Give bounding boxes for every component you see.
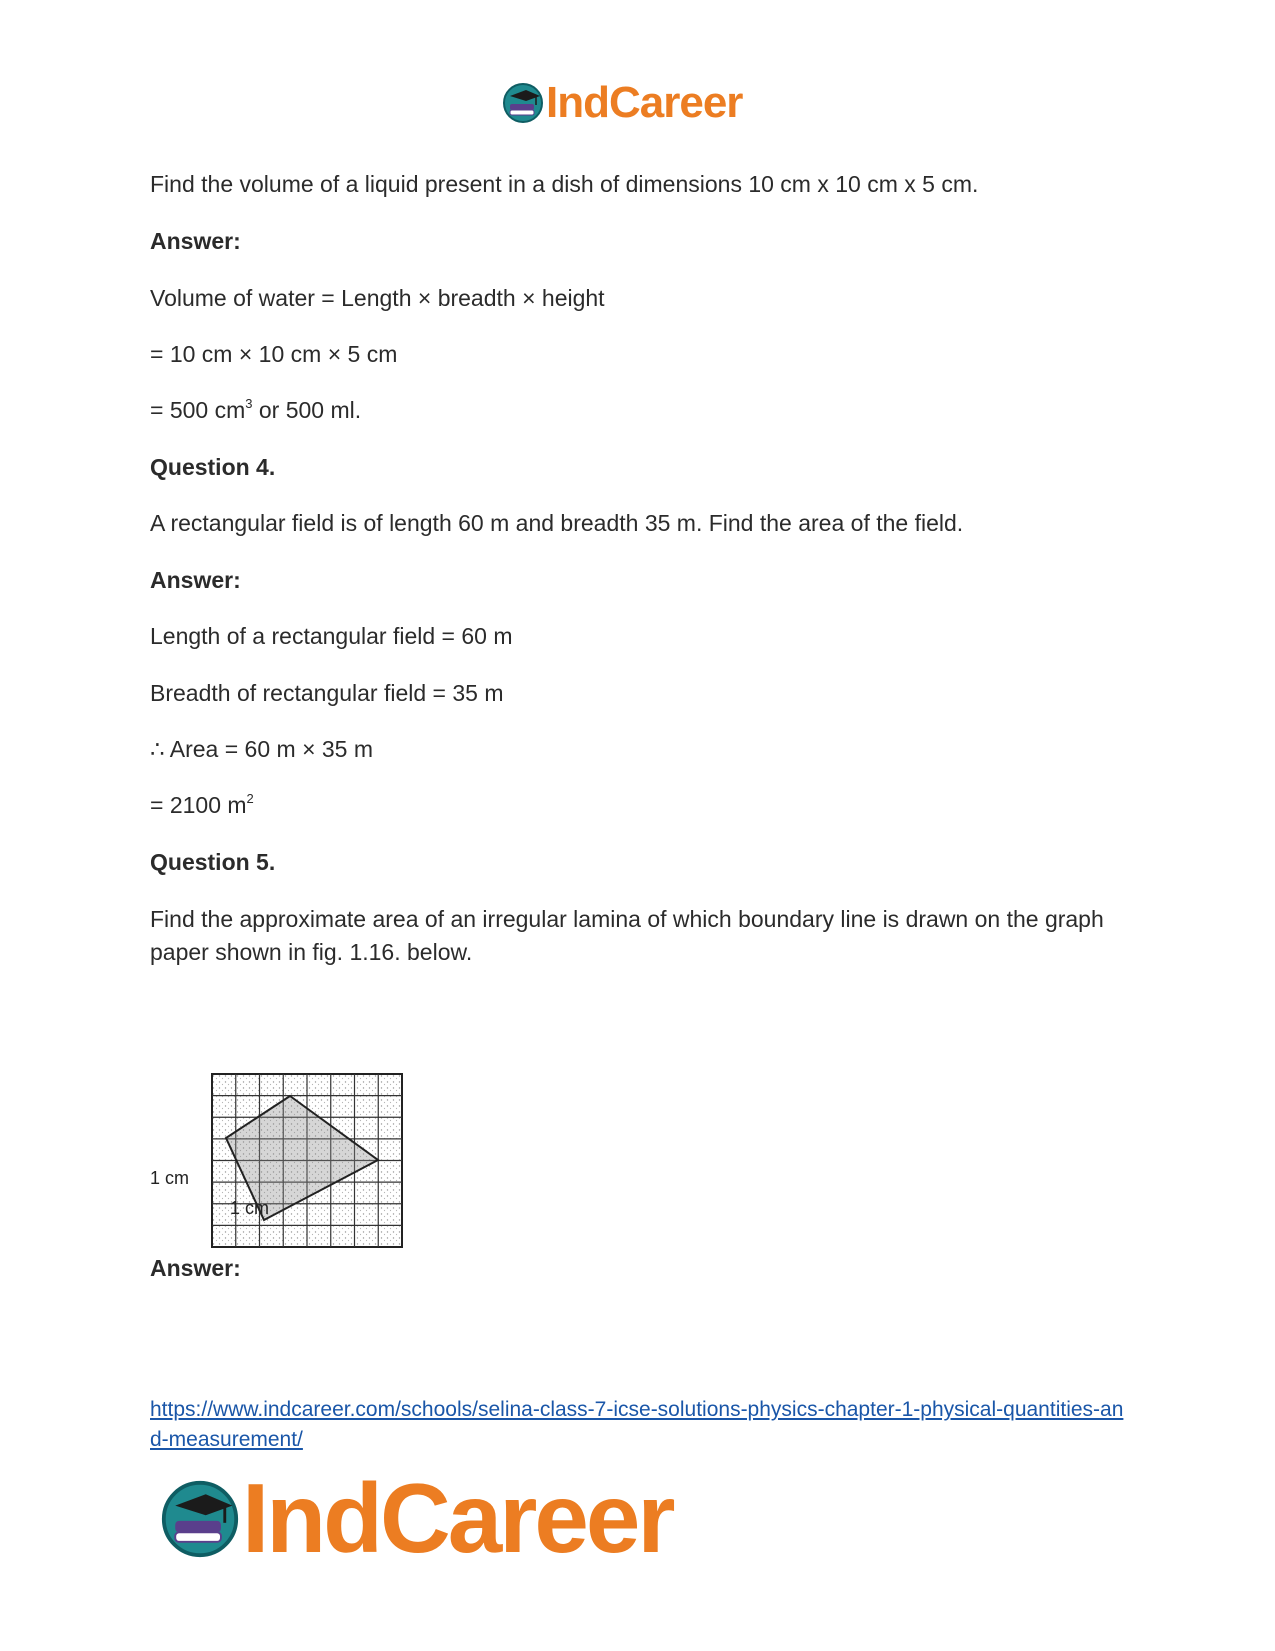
answer-line-text: = 2100 m bbox=[150, 792, 247, 818]
superscript: 3 bbox=[245, 396, 253, 411]
answer-label: Answer: bbox=[150, 228, 241, 254]
question-heading: Question 5. bbox=[150, 849, 276, 875]
graduation-globe-icon bbox=[160, 1479, 240, 1559]
answer-line bbox=[150, 394, 1140, 427]
answer-label: Answer: bbox=[150, 1255, 241, 1281]
footer-logo bbox=[160, 1462, 673, 1575]
answer-line: = 10 cm × 10 cm × 5 cm bbox=[150, 341, 398, 367]
brand-name: IndCareer bbox=[242, 1463, 673, 1573]
question-text: A rectangular field is of length 60 m and breadth 35 m. Find the area of the field. bbox=[150, 510, 964, 536]
source-link[interactable]: https://www.indcareer.com/schools/selina-class-7-icse-solutions-physics-chapter-1-physical-quantities-and-measurement/ bbox=[150, 1398, 1124, 1451]
question-heading: Question 4. bbox=[150, 454, 276, 480]
question-text: Find the approximate area of an irregular lamina of which boundary line is drawn on the graph paper shown in fig. 1.16. below. bbox=[150, 906, 1104, 965]
answer-line: Length of a rectangular field = 60 m bbox=[150, 623, 513, 649]
answer-line: Breadth of rectangular field = 35 m bbox=[150, 680, 504, 706]
answer-label: Answer: bbox=[150, 567, 241, 593]
brand-name: IndCareer bbox=[546, 78, 743, 127]
answer-line bbox=[150, 789, 1140, 822]
answer-line-text: or 500 ml. bbox=[252, 397, 362, 423]
superscript: 2 bbox=[246, 791, 254, 806]
answer-line: ∴ Area = 60 m × 35 m bbox=[150, 736, 374, 762]
figure-label-bottom: 1 cm bbox=[230, 1198, 270, 1218]
answer-line: Volume of water = Length × breadth × height bbox=[150, 285, 605, 311]
header-logo bbox=[502, 78, 742, 128]
figure-label-side: 1 cm bbox=[150, 1168, 190, 1188]
graduation-globe-icon bbox=[502, 82, 544, 124]
question-text: Find the volume of a liquid present in a dish of dimensions 10 cm x 10 cm x 5 cm. bbox=[150, 171, 979, 197]
answer-line-text: = 500 cm bbox=[150, 397, 246, 423]
